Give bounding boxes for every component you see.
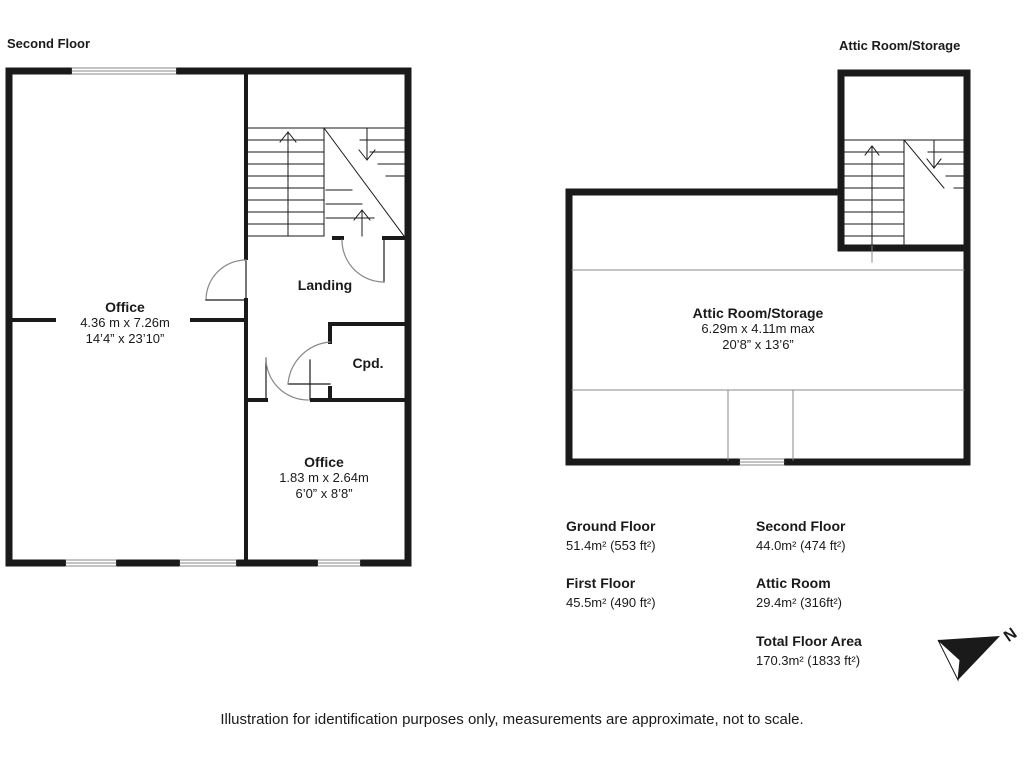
attic-plan bbox=[569, 73, 967, 467]
area-label: Ground Floor bbox=[566, 518, 656, 534]
room-label-office-large bbox=[80, 299, 170, 347]
area-label: Total Floor Area bbox=[756, 633, 862, 649]
attic-staircase bbox=[844, 140, 964, 262]
compass-north-label: N bbox=[1001, 625, 1021, 646]
room-imperial: 6’0” x 8’8” bbox=[295, 486, 353, 501]
room-metric: 1.83 m x 2.64m bbox=[279, 470, 369, 485]
area-value: 51.4m² (553 ft²) bbox=[566, 538, 656, 553]
area-first-floor bbox=[566, 574, 656, 612]
room-label-landing bbox=[298, 277, 352, 293]
second-floor-title: Second Floor bbox=[7, 36, 91, 51]
area-ground-floor bbox=[566, 517, 656, 555]
room-name: Office bbox=[105, 299, 145, 315]
area-value: 170.3m² (1833 ft²) bbox=[756, 653, 861, 668]
room-label-cupboard bbox=[352, 355, 383, 371]
area-value: 44.0m² (474 ft²) bbox=[756, 538, 846, 553]
area-total bbox=[756, 632, 862, 670]
room-metric: 4.36 m x 7.26m bbox=[80, 315, 170, 330]
room-label-attic bbox=[693, 305, 824, 353]
room-imperial: 20’8” x 13’6” bbox=[722, 337, 794, 352]
area-value: 45.5m² (490 ft²) bbox=[566, 595, 656, 610]
room-name: Cpd. bbox=[352, 355, 384, 371]
room-imperial: 14’4” x 23’10” bbox=[85, 331, 165, 346]
staircase bbox=[248, 128, 407, 236]
disclaimer-text: Illustration for identification purposes only, measurements are approximate, not to scale. bbox=[220, 711, 804, 728]
room-name: Attic Room/Storage bbox=[692, 305, 824, 321]
room-name: Landing bbox=[297, 277, 353, 293]
area-label: Attic Room bbox=[756, 575, 831, 591]
attic-title: Attic Room/Storage bbox=[839, 38, 961, 53]
area-label: First Floor bbox=[566, 575, 636, 591]
room-name: Office bbox=[304, 454, 344, 470]
attic-outer-wall bbox=[569, 73, 967, 462]
area-value: 29.4m² (316ft²) bbox=[756, 595, 842, 610]
area-attic-room bbox=[756, 574, 842, 612]
room-label-office-small bbox=[279, 454, 369, 502]
area-label: Second Floor bbox=[756, 518, 846, 534]
room-metric: 6.29m x 4.11m max bbox=[701, 321, 815, 336]
area-second-floor bbox=[756, 517, 846, 555]
compass-arrow-icon bbox=[938, 636, 1000, 680]
